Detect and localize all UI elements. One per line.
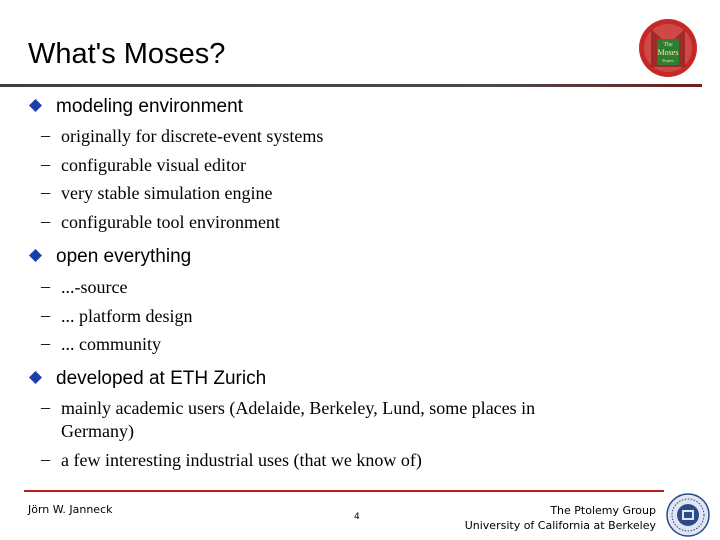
dash-icon: – — [41, 182, 50, 202]
logo-text-top: The — [663, 42, 673, 48]
page-number: 4 — [354, 512, 360, 522]
sub-text: ...-source — [61, 277, 128, 297]
diamond-bullet-icon — [29, 99, 42, 112]
sub-text: ... community — [61, 334, 161, 354]
bullet-text: open everything — [56, 246, 192, 267]
slide-title: What's Moses? — [28, 38, 226, 70]
bullet-text: developed at ETH Zurich — [56, 368, 267, 389]
footer-org-line1: The Ptolemy Group — [550, 504, 656, 517]
sub-text: very stable simulation engine — [61, 183, 273, 203]
logo-text-main: Moses — [657, 48, 679, 57]
title-divider — [0, 84, 702, 87]
footer-divider — [24, 490, 664, 492]
footer-organization — [465, 503, 656, 533]
footer-author: Jörn W. Janneck — [28, 503, 113, 516]
sub-text: configurable tool environment — [61, 212, 280, 232]
bullet-text: modeling environment — [56, 96, 243, 117]
sub-text: mainly academic users (Adelaide, Berkeley, Lund, some places in Germany) — [61, 398, 536, 441]
sub-text: a few interesting industrial uses (that we know of) — [61, 450, 422, 470]
logo-text-bottom: Project — [662, 58, 674, 63]
diamond-bullet-icon — [29, 371, 42, 384]
sub-text: ... platform design — [61, 306, 193, 326]
sub-text: originally for discrete-event systems — [61, 126, 324, 146]
dash-icon: – — [41, 333, 50, 353]
dash-icon: – — [41, 125, 50, 145]
university-seal-icon — [666, 493, 710, 537]
dash-icon: – — [41, 449, 50, 469]
sub-text: configurable visual editor — [61, 155, 246, 175]
dash-icon: – — [41, 305, 50, 325]
diamond-bullet-icon — [29, 249, 42, 262]
dash-icon: – — [41, 397, 50, 417]
dash-icon: – — [41, 154, 50, 174]
footer-org-line2: University of California at Berkeley — [464, 519, 656, 532]
moses-logo-icon — [637, 17, 699, 79]
dash-icon: – — [41, 276, 50, 296]
dash-icon: – — [41, 211, 50, 231]
